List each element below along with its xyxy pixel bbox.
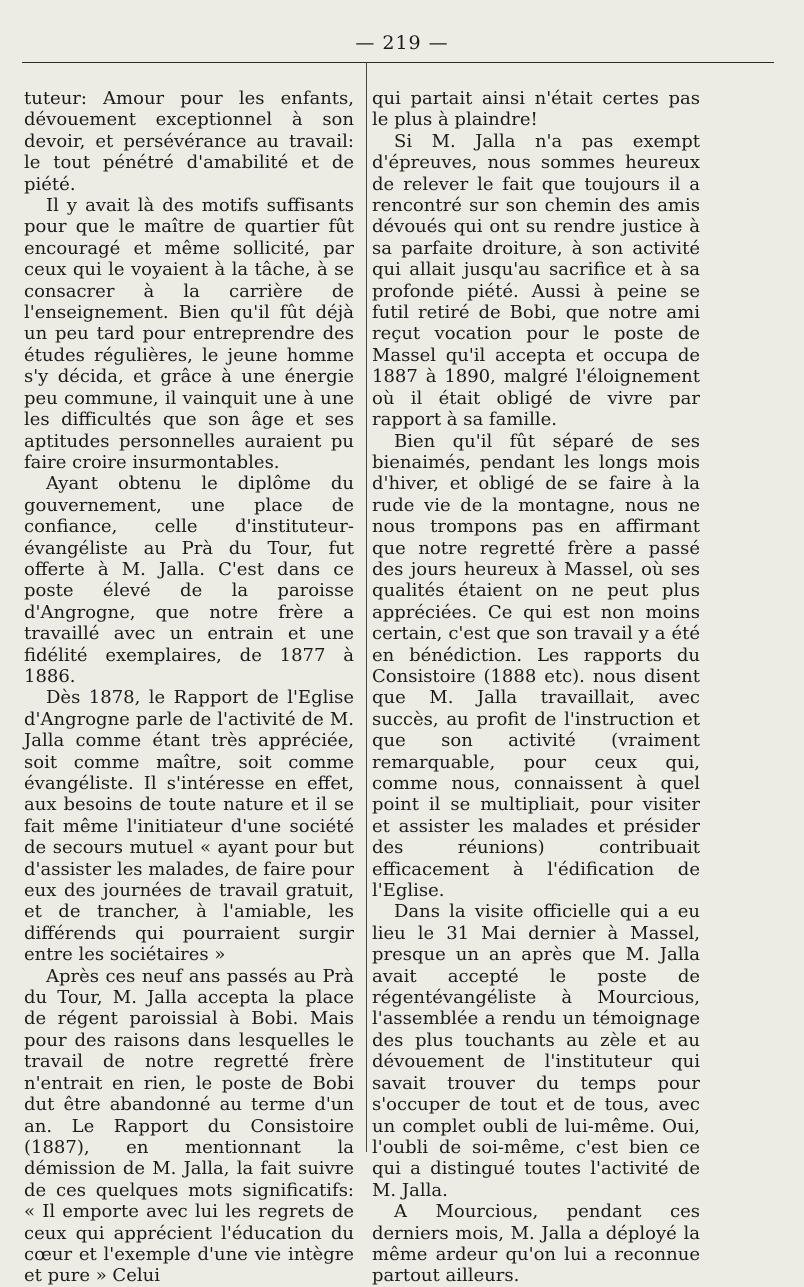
paragraph: Si M. Jalla n'a pas exempt d'épreuves, nous sommes heureux de relever le fait que toujours il a rencontré sur son chemin des amis dévoués qui ont su rendre justice à sa parfaite droiture, à son activité qui allait jusqu'au sacrifice et à sa profonde piété. Aussi à peine se futil retiré de Bobi, que notre ami reçut vocation pour le poste de Massel qu'il accepta et occupa de 1887 à 1890, malgré l'éloignement où il était obligé de vivre par rapport à sa famille. — [372, 130, 700, 431]
right-column — [372, 88, 700, 1287]
paragraph: Dès 1878, le Rapport de l'Eglise d'Angrogne parle de l'activité de M. Jalla comme étant très appréciée, soit comme maître, soit comme évangéliste. Il s'intéresse en effet, aux besoins de toute nature et il se fait même l'initiateur d'une société de secours mutuel « ayant pour but d'assister les malades, de faire pour eux des journées de travail gratuit, et de trancher, à l'amiable, les différends qui pourraient surgir entre les sociétaires » — [24, 687, 354, 966]
paragraph: Ayant obtenu le diplôme du gouvernement, une place de confiance, celle d'instituteur-évangéliste au Prà du Tour, fut offerte à M. Jalla. C'est dans ce poste élevé de la paroisse d'Angrogne, que notre frère a travaillé avec un entrain et une fidélité exemplaires, de 1877 à 1886. — [24, 473, 354, 687]
paragraph: Il y avait là des motifs suffisants pour que le maître de quartier fût encouragé et même sollicité, par ceux qui le voyaient à la tâche, à se consacrer à la carrière de l'enseignement. Bien qu'il fût déjà un peu tard pour entreprendre des études régulières, le jeune homme s'y décida, et grâce à une énergie peu commune, il vainquit une à une les difficultés que son âge et ses aptitudes personnelles auraient pu faire croire insurmontables. — [24, 195, 354, 473]
paragraph: A Mourcious, pendant ces derniers mois, M. Jalla a déployé la même ardeur qu'on lui a reconnue partout ailleurs. — [372, 1201, 700, 1287]
left-column — [24, 88, 354, 1287]
paragraph: tuteur: Amour pour les enfants, dévouement exceptionnel à son devoir, et persévérance au travail: le tout pénétré d'amabilité et de piété. — [24, 88, 354, 195]
paragraph: Dans la visite officielle qui a eu lieu le 31 Mai dernier à Massel, presque un an après que M. Jalla avait accepté le poste de régentévangéliste à Mourcious, l'assemblée a rendu un témoignage des plus touchants au zèle et au dévouement de l'instituteur qui savait trouver du temps pour s'occuper de tout et de tous, avec un complet oubli de lui-même. Oui, l'oubli de soi-même, c'est bien ce qui a distingué toutes l'activité de M. Jalla. — [372, 901, 700, 1201]
column-divider — [366, 62, 367, 1152]
paragraph: Après ces neuf ans passés au Prà du Tour, M. Jalla accepta la place de régent paroissial à Bobi. Mais pour des raisons dans lesquelles le travail de notre regretté frère n'entrait en rien, le poste de Bobi dut être abandonné au terme d'un an. Le Rapport du Consistoire (1887), en mentionnant la démission de M. Jalla, la fait suivre de ces quelques mots significatifs: « Il emporte avec lui les regrets de ceux qui apprécient l'éducation du cœur et l'exemple d'une vie intègre et pure » Celui — [24, 965, 354, 1287]
paragraph: Bien qu'il fût séparé de ses bienaimés, pendant les longs mois d'hiver, et obligé de se faire à la rude vie de la montagne, nous ne nous trompons pas en affirmant que notre regretté frère a passé des jours heureux à Massel, où ses qualités étaient on ne peut plus appréciées. Ce qui est non moins certain, c'est que son travail y a été en bénédiction. Les rapports du Consistoire (1888 etc). nous disent que M. Jalla travaillait, avec succès, au profit de l'instruction et que son activité (vraiment remarquable, pour ceux qui, comme nous, connaissent à quel point il se multipliait, pour visiter et assister les malades et présider des réunions) contribuait efficacement à l'édification de l'Eglise. — [372, 430, 700, 902]
header-rule — [22, 62, 774, 63]
paragraph: qui partait ainsi n'était certes pas le plus à plaindre! — [372, 88, 700, 131]
page-number: — 219 — — [355, 32, 449, 54]
